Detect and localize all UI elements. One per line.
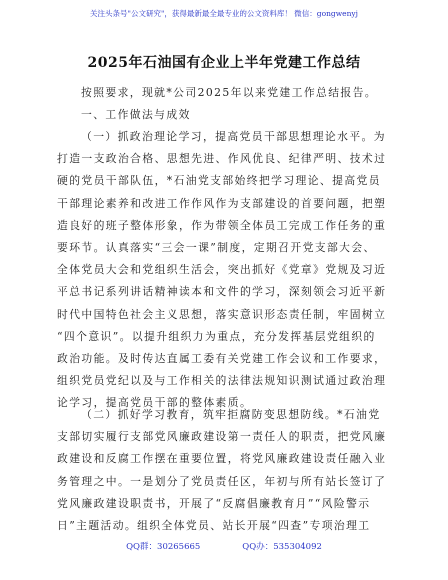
document-title: 2025年石油国有企业上半年党建工作总结 [87, 55, 361, 71]
paragraph-line: 政建设和反腐工作摆在重要位置，将党风廉政建设责任融入业 [57, 452, 387, 466]
paragraph-line: 论学习，提高党员干部的整体素质。 [57, 396, 253, 410]
paragraph-line: 打造一支政治合格、思想先进、作风优良、纪律严明、技术过 [57, 152, 387, 166]
paragraph-line: 硬的党员干部队伍，*石油党支部始终把学习理论、提高党员 [57, 174, 381, 188]
promo-banner: 关注头条号"公文研究"，获得最新最全最专业的公文资料库！ 微信：gongwenyj [90, 9, 358, 18]
paragraph-2 [57, 404, 387, 537]
qq-group-text: QQ群：30265665 [126, 542, 201, 552]
paragraph-line: 日”主题活动。组织全体党员、站长开展“四查”专项治理工 [57, 519, 371, 533]
paragraph-1 [57, 126, 387, 415]
paragraph-line: “四个意识”。以提升组织力为重点，充分发挥基层党组织的 [57, 329, 376, 343]
paragraph-line: 政治功能。及时传达直属工委有关党建工作会议和工作要求， [57, 352, 387, 366]
intro-line: 按照要求，现就*公司2025年以来党建工作总结报告。 [81, 86, 378, 99]
paragraph-line: 要环节。认真落实“三会一课”制度，定期召开党支部大会、 [57, 241, 376, 255]
paragraph-line: （一）抓政治理论学习，提高党员干部思想理论水平。为 [81, 130, 386, 143]
paragraph-line: 务管理之中。一是划分了党员责任区，年初与所有站长签订了 [57, 474, 387, 488]
paragraph-line: 党风廉政建设职责书，开展了“反腐倡廉教育月”“风险警示 [57, 496, 371, 510]
paragraph-line: （二）抓好学习教育，筑牢拒腐防变思想防线。*石油党 [81, 408, 381, 421]
section-heading: 一、工作做法与成效 [81, 108, 191, 122]
paragraph-line: 造良好的班子整体形象，作为带领全体员工完成工作任务的重 [57, 218, 387, 232]
paragraph-line: 时代中国特色社会主义思想，落实意识形态责任制，牢固树立 [57, 307, 387, 321]
intro-paragraph [57, 82, 387, 126]
paragraph-line: 支部切实履行支部党风廉政建设第一责任人的职责，把党风廉 [57, 430, 387, 444]
qq-office-text: QQ办：535304092 [242, 542, 322, 552]
paragraph-line: 全体党员大会和党组织生活会，突出抓好《党章》党规及习近 [57, 263, 387, 277]
contact-footer [0, 540, 448, 552]
paragraph-line: 组织党员党纪以及与工作相关的法律法规知识测试通过政治理 [57, 374, 387, 388]
paragraph-line: 平总书记系列讲话精神读本和文件的学习，深刻领会习近平新 [57, 285, 387, 299]
paragraph-line: 干部理论素养和改进工作作风作为支部建设的首要问题，把塑 [57, 196, 387, 210]
